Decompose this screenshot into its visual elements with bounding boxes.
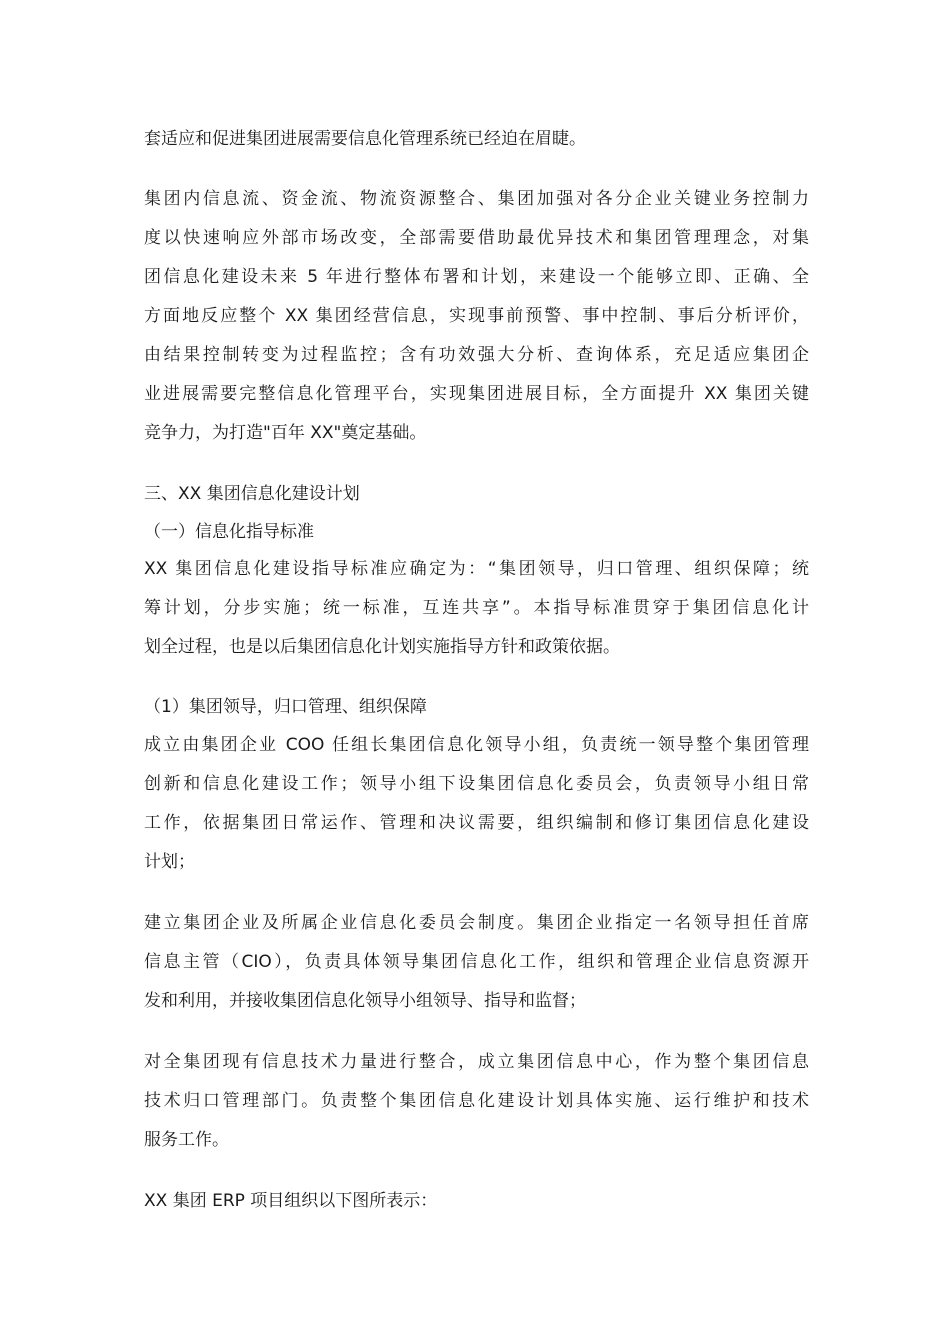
paragraph-line: 信息主管（CIO），负责具体领导集团信息化工作，组织和管理企业信息资源开 [144, 952, 809, 972]
paragraph-line: 划全过程，也是以后集团信息化计划实施指导方针和政策依据。 [144, 637, 620, 657]
paragraph-line: 工作，依据集团日常运作、管理和决议需要，组织编制和修订集团信息化建设 [144, 813, 809, 833]
paragraph-line: XX 集团信息化建设指导标准应确定为：“集团领导，归口管理、组织保障；统 [144, 559, 809, 579]
paragraph-line: 方面地反应整个 XX 集团经营信息，实现事前预警、事中控制、事后分析评价， [144, 306, 809, 326]
paragraph-line: 筹计划，分步实施；统一标准，互连共享”。本指导标准贯穿于集团信息化计 [144, 598, 809, 618]
paragraph-line: 由结果控制转变为过程监控；含有功效强大分析、查询体系，充足适应集团企 [144, 345, 809, 365]
item-heading: （1）集团领导，归口管理、组织保障 [144, 697, 427, 717]
paragraph-line: 团信息化建设未来 5 年进行整体布署和计划，来建设一个能够立即、正确、全 [144, 267, 809, 287]
paragraph-line: XX 集团 ERP 项目组织以下图所表示： [144, 1191, 438, 1211]
paragraph-line: 竞争力，为打造"百年 XX"奠定基础。 [144, 423, 427, 443]
paragraph-line: 服务工作。 [144, 1130, 229, 1150]
paragraph-line: 对全集团现有信息技术力量进行整合，成立集团信息中心，作为整个集团信息 [144, 1052, 809, 1072]
paragraph-line: 发和利用，并接收集团信息化领导小组领导、指导和监督； [144, 991, 586, 1011]
paragraph-line: 成立由集团企业 COO 任组长集团信息化领导小组，负责统一领导整个集团管理 [144, 735, 809, 755]
paragraph-line: 套适应和促进集团进展需要信息化管理系统已经迫在眉睫。 [144, 129, 586, 149]
subsection-heading: （一）信息化指导标准 [144, 522, 314, 542]
paragraph-line: 度以快速响应外部市场改变，全部需要借助最优异技术和集团管理理念，对集 [144, 228, 809, 248]
section-heading: 三、XX 集团信息化建设计划 [144, 484, 360, 504]
paragraph-line: 计划； [144, 852, 195, 872]
paragraph-line: 技术归口管理部门。负责整个集团信息化建设计划具体实施、运行维护和技术 [144, 1091, 809, 1111]
paragraph-line: 集团内信息流、资金流、物流资源整合、集团加强对各分企业关键业务控制力 [144, 189, 809, 209]
paragraph-line: 建立集团企业及所属企业信息化委员会制度。集团企业指定一名领导担任首席 [144, 913, 809, 933]
paragraph-line: 创新和信息化建设工作；领导小组下设集团信息化委员会，负责领导小组日常 [144, 774, 809, 794]
paragraph-line: 业进展需要完整信息化管理平台，实现集团进展目标，全方面提升 XX 集团关键 [144, 384, 809, 404]
